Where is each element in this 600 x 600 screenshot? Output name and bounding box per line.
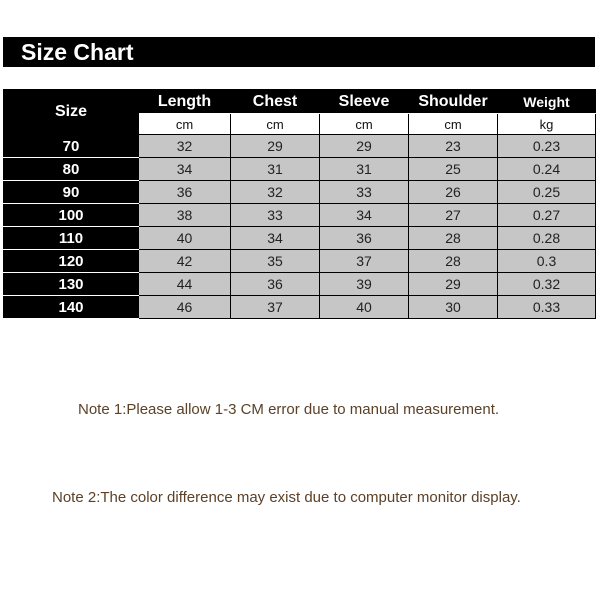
sleeve-cell: 39 bbox=[320, 273, 409, 296]
size-cell: 70 bbox=[4, 135, 139, 158]
shoulder-cell: 28 bbox=[409, 227, 498, 250]
chest-cell: 29 bbox=[231, 135, 320, 158]
weight-cell: 0.3 bbox=[498, 250, 596, 273]
note-color-difference: Note 2:The color difference may exist due to computer monitor display. bbox=[52, 489, 521, 506]
chest-cell: 36 bbox=[231, 273, 320, 296]
size-column-header: Size bbox=[4, 90, 139, 135]
length-cell: 36 bbox=[139, 181, 231, 204]
chest-cell: 32 bbox=[231, 181, 320, 204]
table-row bbox=[4, 158, 596, 181]
shoulder-cell: 25 bbox=[409, 158, 498, 181]
size-cell: 120 bbox=[4, 250, 139, 273]
weight-cell: 0.33 bbox=[498, 296, 596, 319]
shoulder-cell: 27 bbox=[409, 204, 498, 227]
shoulder-cell: 30 bbox=[409, 296, 498, 319]
weight-cell: 0.23 bbox=[498, 135, 596, 158]
chest-cell: 33 bbox=[231, 204, 320, 227]
length-cell: 34 bbox=[139, 158, 231, 181]
column-header-length: Length bbox=[139, 90, 231, 114]
unit-shoulder: cm bbox=[409, 114, 498, 135]
header-row bbox=[4, 90, 596, 114]
unit-chest: cm bbox=[231, 114, 320, 135]
chest-cell: 35 bbox=[231, 250, 320, 273]
weight-cell: 0.28 bbox=[498, 227, 596, 250]
length-cell: 38 bbox=[139, 204, 231, 227]
sleeve-cell: 40 bbox=[320, 296, 409, 319]
unit-weight: kg bbox=[498, 114, 596, 135]
column-header-shoulder: Shoulder bbox=[409, 90, 498, 114]
shoulder-cell: 23 bbox=[409, 135, 498, 158]
size-cell: 100 bbox=[4, 204, 139, 227]
shoulder-cell: 26 bbox=[409, 181, 498, 204]
size-cell: 110 bbox=[4, 227, 139, 250]
column-header-sleeve: Sleeve bbox=[320, 90, 409, 114]
table-row bbox=[4, 227, 596, 250]
size-cell: 80 bbox=[4, 158, 139, 181]
chest-cell: 37 bbox=[231, 296, 320, 319]
page-title: Size Chart bbox=[21, 39, 134, 65]
column-header-chest: Chest bbox=[231, 90, 320, 114]
table-row bbox=[4, 204, 596, 227]
table-row bbox=[4, 181, 596, 204]
length-cell: 46 bbox=[139, 296, 231, 319]
weight-cell: 0.27 bbox=[498, 204, 596, 227]
table-row bbox=[4, 135, 596, 158]
sleeve-cell: 31 bbox=[320, 158, 409, 181]
length-cell: 44 bbox=[139, 273, 231, 296]
table-row bbox=[4, 273, 596, 296]
table-row bbox=[4, 296, 596, 319]
size-cell: 130 bbox=[4, 273, 139, 296]
unit-sleeve: cm bbox=[320, 114, 409, 135]
note-measurement-error: Note 1:Please allow 1-3 CM error due to manual measurement. bbox=[78, 401, 500, 418]
title-bar bbox=[3, 37, 595, 67]
sleeve-cell: 36 bbox=[320, 227, 409, 250]
weight-cell: 0.32 bbox=[498, 273, 596, 296]
table-row bbox=[4, 250, 596, 273]
size-cell: 90 bbox=[4, 181, 139, 204]
sleeve-cell: 37 bbox=[320, 250, 409, 273]
weight-cell: 0.24 bbox=[498, 158, 596, 181]
chest-cell: 31 bbox=[231, 158, 320, 181]
length-cell: 32 bbox=[139, 135, 231, 158]
length-cell: 40 bbox=[139, 227, 231, 250]
sleeve-cell: 34 bbox=[320, 204, 409, 227]
length-cell: 42 bbox=[139, 250, 231, 273]
chest-cell: 34 bbox=[231, 227, 320, 250]
sleeve-cell: 33 bbox=[320, 181, 409, 204]
size-chart-table bbox=[3, 89, 596, 319]
size-cell: 140 bbox=[4, 296, 139, 319]
shoulder-cell: 28 bbox=[409, 250, 498, 273]
unit-length: cm bbox=[139, 114, 231, 135]
shoulder-cell: 29 bbox=[409, 273, 498, 296]
column-header-weight: Weight bbox=[498, 90, 596, 114]
sleeve-cell: 29 bbox=[320, 135, 409, 158]
weight-cell: 0.25 bbox=[498, 181, 596, 204]
